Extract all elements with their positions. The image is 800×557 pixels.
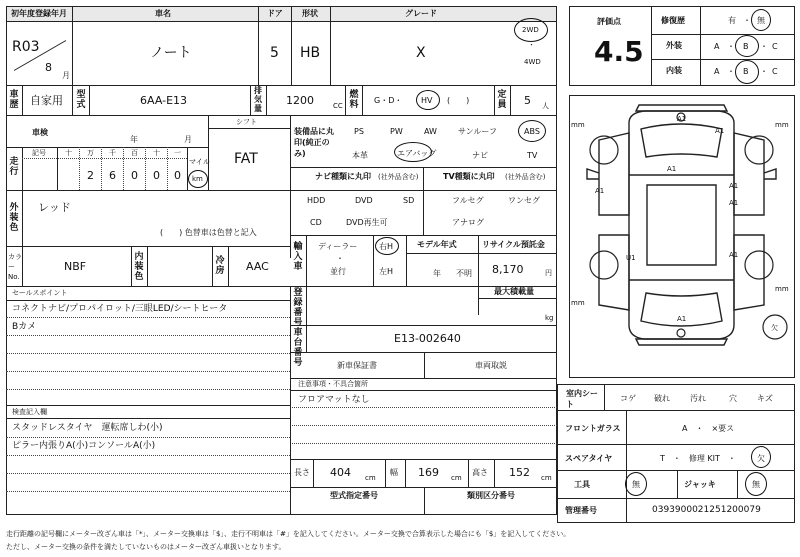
seat-option-2: 破れ (654, 394, 670, 403)
interior-color-label: 内装色 (134, 252, 144, 282)
car-diagram (569, 95, 795, 378)
category-value: 自家用 (30, 94, 63, 107)
sales-point-line-2: Bカメ (12, 322, 37, 332)
height-value: 152 (509, 466, 530, 479)
diagram-label-front-bumper: A1 (677, 115, 687, 123)
registration-label: 登録番号 (293, 288, 303, 328)
length-label: 長さ (294, 468, 310, 477)
door-count: 5 (270, 45, 279, 61)
category-number-label: 類別区分番号 (467, 491, 515, 500)
inspector-line-2: ピラー内張りA(小)コンソールA(小) (12, 441, 156, 451)
diagram-label-right-rear: A1 (729, 251, 739, 259)
recycle-unit: 円 (545, 269, 552, 277)
repair-yes: 有 (728, 16, 736, 25)
reg-month-unit: 月 (62, 71, 70, 80)
width-unit: cm (451, 474, 462, 482)
mileage-digit-2: 0 (131, 169, 138, 182)
digit-header-0: 十 (65, 149, 72, 157)
left-hand: 左H (379, 267, 394, 276)
mm-label-4: mm (775, 285, 789, 293)
displacement-label: 排気量 (254, 86, 262, 113)
body-shape: HB (300, 45, 321, 61)
inspection-label: 車検 (32, 128, 48, 137)
ext-grade-c: C (772, 42, 778, 51)
management-value: 0393900021251200079 (652, 505, 761, 515)
drive-dot: ・ (528, 41, 535, 49)
int-grade-b: B (743, 67, 749, 76)
navi-cd: CD (310, 218, 322, 227)
navi-header-note: (社外品含む) (378, 173, 419, 181)
recycle-value: 8,170 (492, 263, 524, 276)
diagram-label-windshield: A1 (667, 165, 677, 173)
interior-grade-label: 内装 (666, 66, 682, 75)
model-year-unknown: 不明 (456, 269, 472, 278)
grade-value: X (416, 45, 426, 61)
fuel-hv: HV (421, 96, 433, 105)
mm-label-3: mm (571, 299, 585, 307)
navi-hdd: HDD (307, 196, 326, 205)
inspector-line-1: スタッドレスタイヤ 運転席しわ(小) (12, 423, 163, 433)
digit-header-2: 千 (109, 149, 116, 157)
exterior-color: レッド (38, 201, 71, 214)
equip-leather: 本革 (352, 151, 368, 160)
equip-aw: AW (424, 127, 437, 136)
fuel-paren: ( ) (447, 96, 470, 105)
tv-analog: アナログ (452, 218, 484, 227)
ext-grade-a: A (714, 42, 720, 51)
spare-tire-missing: 欠 (771, 324, 778, 332)
score-value: 4.5 (594, 35, 644, 68)
tools-value: 無 (632, 480, 640, 489)
capacity-value: 5 (524, 94, 531, 107)
spare-value: T ・ 修理 KIT ・ (660, 454, 736, 463)
mm-label-1: mm (571, 121, 585, 129)
model-year-unit: 年 (433, 269, 441, 278)
inspection-year-unit: 年 (130, 135, 138, 144)
navi-dvd-play: DVD再生可 (346, 218, 388, 227)
notes-text: フロアマットなし (298, 395, 370, 405)
warranty-label: 新車保証書 (337, 361, 377, 370)
cc-unit: CC (333, 102, 343, 110)
length-value: 404 (330, 466, 351, 479)
tv-fullseg: フルセグ (452, 196, 484, 205)
digit-header-4: 十 (153, 149, 160, 157)
import-label: 輸入車 (293, 242, 303, 272)
grade-label: グレード (405, 9, 437, 18)
digit-header-3: 百 (131, 149, 138, 157)
equip-sunroof: サンルーフ (458, 127, 497, 136)
inspection-month-unit: 月 (184, 135, 192, 144)
shift-value: FAT (234, 151, 258, 167)
exterior-label: 外装色 (9, 203, 19, 233)
drive-4wd: 4WD (524, 58, 541, 66)
reg-month: 8 (45, 61, 52, 74)
km-unit: km (192, 175, 203, 183)
footer-line-1: 走行距離の記号欄にメーター改ざん車は「*」、メーター交換車は「$」、走行不明車は「#」を記入してください。メーター交換で合算表示した場合にも「$」を記入してください。 (6, 530, 571, 538)
equip-abs: ABS (524, 127, 540, 136)
exterior-grade-label: 外装 (666, 41, 682, 50)
digit-header-1: 万 (87, 149, 94, 157)
equip-ps: PS (354, 127, 364, 136)
equip-pw: PW (390, 127, 403, 136)
equip-tv: TV (527, 151, 538, 160)
exterior-color-note: ( ) 色替車は色替と記入 (160, 228, 257, 237)
repair-dot: ・ (743, 16, 751, 25)
mileage-label: 走行 (9, 157, 19, 177)
displacement-value: 1200 (286, 94, 314, 107)
model-year-label: モデル年式 (417, 240, 457, 249)
mileage-digit-1: 6 (109, 169, 116, 182)
color-code-value: NBF (64, 260, 87, 273)
footer-line-2: ただし、メーター交換の条件を満たしていないものはメーター改ざん車扱いとなります。 (6, 543, 286, 551)
seat-option-5: キズ (757, 394, 773, 403)
int-grade-a: A (714, 67, 720, 76)
import-dealer: ディーラー (318, 242, 358, 251)
int-grade-dot2: ・ (760, 67, 768, 76)
import-dot: ・ (336, 254, 344, 263)
sales-point-label: セールスポイント (12, 289, 68, 297)
width-value: 169 (418, 466, 439, 479)
category-label: 車歴 (9, 90, 19, 110)
symbol-label: 記号 (32, 149, 46, 157)
diagram-label-front-right: A1 (715, 127, 725, 135)
capacity-unit: 人 (542, 102, 549, 110)
fuel-options: G・D・ (374, 96, 403, 105)
mm-label-2: mm (775, 121, 789, 129)
windshield-label: フロントガラス (565, 424, 621, 433)
reg-year: R03 (12, 39, 40, 55)
seat-option-4: 穴 (729, 394, 737, 403)
sales-point-line-1: コネクトナビ/プロパイロット/三眼LED/シートヒータ (12, 304, 228, 314)
door-label: ドア (267, 9, 283, 18)
car-name-label: 車名 (155, 9, 171, 18)
diagram-label-rear: A1 (677, 315, 687, 323)
inspector-label: 検査記入欄 (12, 408, 47, 416)
repair-none: 無 (757, 16, 765, 25)
shape-label: 形状 (302, 9, 318, 18)
shift-label: シフト (236, 118, 257, 126)
color-no-label: カラーNo. (8, 253, 22, 281)
navi-header: ナビ種類に丸印 (315, 172, 371, 181)
jack-label: ジャッキ (684, 480, 716, 489)
capacity-label: 定員 (497, 90, 507, 110)
tools-label: 工具 (574, 480, 590, 489)
diagram-label-left-door: A1 (595, 187, 605, 195)
tv-oneseg: ワンセグ (508, 196, 540, 205)
model-value: 6AA-E13 (140, 94, 188, 107)
mileage-digit-0: 2 (87, 169, 94, 182)
recycle-label: リサイクル預託金 (482, 240, 545, 249)
diagram-label-right-rear-door: A1 (729, 199, 739, 207)
seat-option-1: コゲ (620, 394, 636, 403)
length-unit: cm (365, 474, 376, 482)
height-label: 高さ (472, 468, 488, 477)
ac-label: 冷房 (215, 256, 225, 276)
repair-label: 修復歴 (661, 16, 685, 25)
navi-sd: SD (403, 196, 415, 205)
notes-label: 注意事項・不具合箇所 (298, 380, 368, 388)
first-reg-label: 初年度登録年月 (11, 9, 67, 18)
tv-header: TV種類に丸印 (443, 172, 495, 181)
diagram-label-left-rear: U1 (626, 254, 636, 262)
equip-navi: ナビ (472, 151, 488, 160)
max-load-label: 最大積載量 (494, 287, 534, 296)
fuel-label: 燃料 (349, 90, 359, 110)
ext-grade-b: B (743, 42, 749, 51)
int-grade-dot1: ・ (727, 67, 735, 76)
right-hand: 右H (379, 242, 394, 251)
diagram-label-right-door: A1 (729, 182, 739, 190)
model-label: 型式 (76, 90, 86, 110)
left-form (6, 6, 557, 515)
chassis-label: 車台番号 (293, 328, 303, 368)
chassis-value: E13-002640 (394, 332, 461, 345)
mileage-digit-4: 0 (174, 169, 181, 182)
car-name: ノート (150, 45, 192, 61)
max-load-unit: kg (545, 314, 554, 322)
windshield-value: A ・ ×要ス (682, 424, 735, 433)
ac-value: AAC (246, 260, 269, 273)
seat-label: 室内シート (566, 389, 598, 409)
mileage-digit-3: 0 (153, 169, 160, 182)
import-parallel: 並行 (330, 267, 346, 276)
navi-dvd: DVD (355, 196, 373, 205)
ext-grade-dot1: ・ (727, 42, 735, 51)
spare-label: スペアタイヤ (565, 454, 613, 463)
width-label: 幅 (390, 468, 398, 477)
type-designation-label: 型式指定番号 (330, 491, 378, 500)
management-label: 管理番号 (565, 506, 597, 515)
tv-header-note: (社外品含む) (505, 173, 546, 181)
ext-grade-dot2: ・ (760, 42, 768, 51)
jack-value: 無 (752, 480, 760, 489)
mile-label: マイル (189, 158, 210, 166)
equipment-label: 装備品に丸印(純正のみ) (294, 127, 334, 158)
drive-2wd: 2WD (522, 26, 539, 34)
spare-missing: 欠 (757, 454, 765, 463)
score-label: 評価点 (597, 17, 621, 26)
digit-header-5: 一 (174, 149, 181, 157)
seat-option-3: 汚れ (690, 394, 706, 403)
equip-airbag: エアバッグ (397, 149, 437, 158)
int-grade-c: C (772, 67, 778, 76)
manual-label: 車両取説 (475, 361, 507, 370)
height-unit: cm (541, 474, 552, 482)
